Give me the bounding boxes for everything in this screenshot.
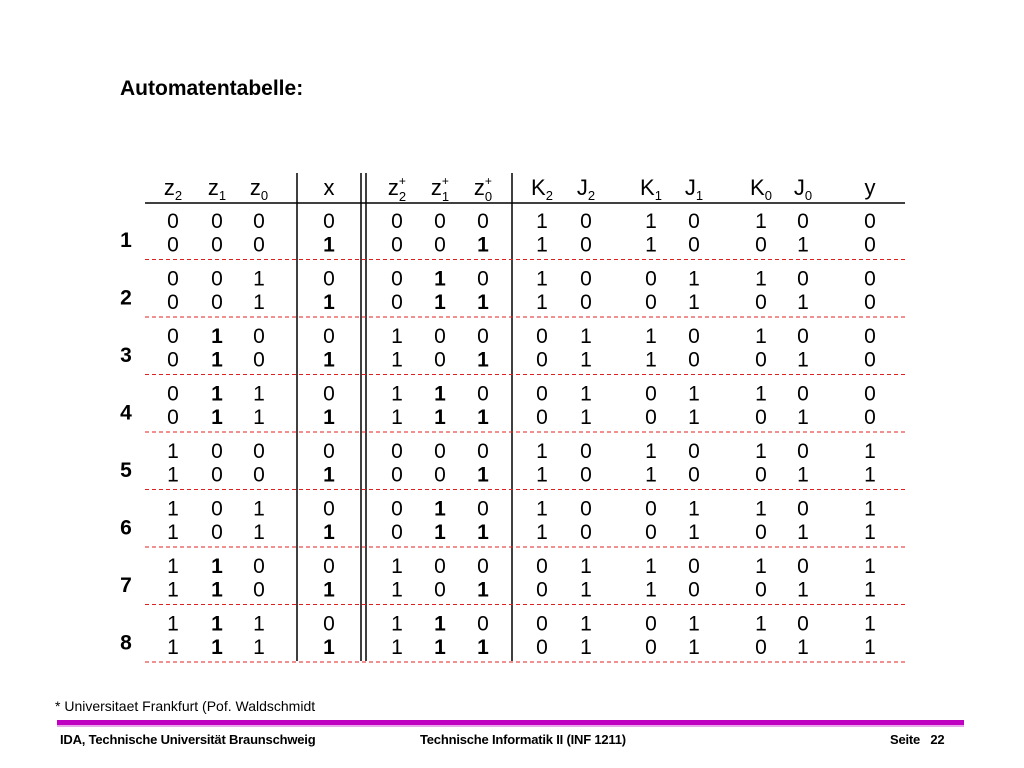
table-cell: 0 <box>323 555 335 578</box>
table-cell: 0 <box>434 440 446 463</box>
table-cell: 1 <box>167 612 179 636</box>
table-cell: 1 <box>391 555 403 578</box>
table-cell: 1 <box>536 497 548 521</box>
table-cell: 0 <box>253 463 265 487</box>
group-label: 8 <box>120 631 132 655</box>
table-cell: 0 <box>755 406 767 429</box>
footer-divider-shadow <box>57 725 964 727</box>
table-cell: 0 <box>211 497 223 521</box>
table-cell: 0 <box>688 555 700 578</box>
table-cell: 0 <box>864 291 876 314</box>
table-cell: 0 <box>688 233 700 257</box>
table-cell: 1 <box>323 291 335 314</box>
table-cell: 1 <box>477 636 489 659</box>
table-cell: 0 <box>864 348 876 372</box>
table-cell: 0 <box>536 348 548 372</box>
table-cell: 1 <box>688 267 700 291</box>
table-cell: 0 <box>645 612 657 636</box>
table-cell: 1 <box>688 521 700 544</box>
table-cell: 1 <box>755 555 767 578</box>
table-cell: 1 <box>253 521 265 544</box>
table-cell: 1 <box>688 497 700 521</box>
table-cell: 0 <box>167 382 179 406</box>
table-cell: 0 <box>536 555 548 578</box>
table-cell: 0 <box>797 497 809 521</box>
table-cell: 0 <box>434 233 446 257</box>
table-cell: 1 <box>434 612 446 636</box>
table-cell: 1 <box>580 636 592 659</box>
table-cell: 0 <box>434 210 446 233</box>
table-cell: 0 <box>477 612 489 636</box>
table-cell: 1 <box>688 612 700 636</box>
table-cell: 1 <box>477 348 489 372</box>
table-cell: 0 <box>688 325 700 348</box>
table-cell: 1 <box>645 233 657 257</box>
table-cell: 0 <box>645 382 657 406</box>
table-cell: 1 <box>477 463 489 487</box>
table-cell: 0 <box>797 555 809 578</box>
table-cell: 0 <box>797 382 809 406</box>
table-cell: 0 <box>323 210 335 233</box>
table-cell: 1 <box>797 463 809 487</box>
table-cell: 0 <box>580 291 592 314</box>
table-cell: 1 <box>580 555 592 578</box>
table-cell: 0 <box>477 267 489 291</box>
table-cell: 0 <box>391 463 403 487</box>
table-cell: 1 <box>211 612 223 636</box>
table-cell: 1 <box>797 406 809 429</box>
table-cell: 0 <box>477 440 489 463</box>
table-cell: 1 <box>755 325 767 348</box>
table-cell: 1 <box>211 406 223 429</box>
header-cell: x <box>323 175 335 200</box>
table-cell: 0 <box>645 636 657 659</box>
table-cell: 0 <box>580 521 592 544</box>
table-cell: 0 <box>323 267 335 291</box>
table-cell: 0 <box>253 325 265 348</box>
table-cell: 0 <box>323 497 335 521</box>
table-cell: 0 <box>864 406 876 429</box>
table-cell: 1 <box>536 267 548 291</box>
table-cell: 1 <box>755 440 767 463</box>
table-cell: 1 <box>253 612 265 636</box>
table-cell: 1 <box>536 233 548 257</box>
header-cell: $K_2$ <box>531 175 553 203</box>
page-title: Automatentabelle: <box>120 77 304 100</box>
table-cell: 1 <box>434 406 446 429</box>
table-cell: 1 <box>323 521 335 544</box>
table-cell: 1 <box>797 636 809 659</box>
table-cell: 1 <box>434 267 446 291</box>
table-cell: 1 <box>323 348 335 372</box>
table-cell: 0 <box>253 233 265 257</box>
table-cell: 1 <box>536 463 548 487</box>
table-cell: 0 <box>645 521 657 544</box>
header-cell: z+ 1 <box>430 174 450 204</box>
table-cell: 1 <box>864 463 876 487</box>
table-cell: 1 <box>391 382 403 406</box>
table-cell: 1 <box>580 406 592 429</box>
header-cell: z+ 2 <box>387 174 407 204</box>
table-cell: 0 <box>167 233 179 257</box>
table-cell: 1 <box>580 578 592 602</box>
header-cell: $z_2$ <box>163 175 183 203</box>
table-cell: 1 <box>536 210 548 233</box>
table-cell: 0 <box>688 463 700 487</box>
table-cell: 1 <box>434 291 446 314</box>
table-cell: 0 <box>391 233 403 257</box>
table-cell: 1 <box>645 555 657 578</box>
table-cell: 0 <box>864 233 876 257</box>
table-cell: 0 <box>167 325 179 348</box>
table-cell: 0 <box>536 636 548 659</box>
table-cell: 0 <box>391 210 403 233</box>
table-cell: 0 <box>536 578 548 602</box>
group-label: 6 <box>120 516 132 540</box>
table-cell: 0 <box>323 612 335 636</box>
table-cell: 1 <box>167 555 179 578</box>
group-label: 1 <box>120 229 132 252</box>
table-cell: 0 <box>253 210 265 233</box>
table-cell: 0 <box>797 267 809 291</box>
table-cell: 0 <box>434 578 446 602</box>
table-cell: 0 <box>645 267 657 291</box>
table-cell: 1 <box>434 636 446 659</box>
table-cell: 1 <box>477 406 489 429</box>
table-cell: 1 <box>755 497 767 521</box>
table-cell: 1 <box>477 578 489 602</box>
table-cell: 1 <box>645 463 657 487</box>
table-cell: 1 <box>755 382 767 406</box>
table-cell: 1 <box>688 636 700 659</box>
table-cell: 1 <box>211 636 223 659</box>
table-cell: 1 <box>211 382 223 406</box>
table-cell: 1 <box>253 267 265 291</box>
table-cell: 0 <box>580 210 592 233</box>
table-cell: 1 <box>434 382 446 406</box>
table-cell: 1 <box>797 233 809 257</box>
table-cell: 1 <box>323 233 335 257</box>
table-cell: 0 <box>391 497 403 521</box>
table-cell: 0 <box>167 348 179 372</box>
table-cell: 1 <box>645 210 657 233</box>
table-cell: 1 <box>477 521 489 544</box>
table-cell: 0 <box>477 555 489 578</box>
table-cell: 0 <box>864 267 876 291</box>
footer-page <box>890 732 944 747</box>
table-cell: 0 <box>434 325 446 348</box>
table-cell: 1 <box>645 440 657 463</box>
group-label: 2 <box>120 286 132 310</box>
table-cell: 0 <box>864 210 876 233</box>
table-cell: 0 <box>580 497 592 521</box>
footer-page-number: 22 <box>930 732 945 747</box>
table-cell: 1 <box>253 636 265 659</box>
table-cell: 0 <box>211 267 223 291</box>
table-cell: 0 <box>434 348 446 372</box>
footnote: * Universitaet Frankfurt (Pof. Waldschmidt <box>55 698 316 714</box>
table-cell: 1 <box>391 612 403 636</box>
table-cell: 0 <box>211 463 223 487</box>
header-cell: $K_0$ <box>750 175 772 203</box>
table-cell: 1 <box>323 636 335 659</box>
table-cell: 1 <box>167 463 179 487</box>
table-cell: 0 <box>391 267 403 291</box>
table-cell: 1 <box>253 291 265 314</box>
table-cell: 1 <box>645 578 657 602</box>
table-cell: 1 <box>323 578 335 602</box>
table-cell: 1 <box>477 233 489 257</box>
table-cell: 0 <box>580 440 592 463</box>
table-cell: 0 <box>580 233 592 257</box>
table-cell: 1 <box>645 348 657 372</box>
table-cell: 0 <box>323 440 335 463</box>
group-label: 4 <box>120 401 132 425</box>
footer-course: Technische Informatik II (INF 1211) <box>420 732 626 747</box>
header-cell: $J_1$ <box>684 175 704 203</box>
table-cell: 1 <box>536 440 548 463</box>
footer-institution: IDA, Technische Universität Braunschweig <box>60 732 316 747</box>
table-cell: 1 <box>864 555 876 578</box>
table-cell: 0 <box>391 291 403 314</box>
table-cell: 1 <box>391 348 403 372</box>
table-cell: 1 <box>167 440 179 463</box>
table-cell: 0 <box>536 612 548 636</box>
table-cell: 1 <box>434 497 446 521</box>
table-cell: 0 <box>755 291 767 314</box>
table-cell: 0 <box>253 348 265 372</box>
table-cell: 0 <box>688 440 700 463</box>
table-cell: 1 <box>580 325 592 348</box>
table-cell: 0 <box>755 636 767 659</box>
table-cell: 0 <box>253 578 265 602</box>
table-cell: 1 <box>688 406 700 429</box>
group-label: 3 <box>120 344 132 367</box>
table-cell: 1 <box>167 578 179 602</box>
table-cell: 1 <box>323 463 335 487</box>
table-cell: 1 <box>797 521 809 544</box>
table-cell: 1 <box>536 291 548 314</box>
table-cell: 0 <box>536 382 548 406</box>
table-cell: 1 <box>755 210 767 233</box>
table-cell: 1 <box>391 325 403 348</box>
table-cell: 1 <box>580 612 592 636</box>
header-cell: $z_0$ <box>249 175 269 203</box>
table-cell: 1 <box>211 578 223 602</box>
table-cell: 0 <box>797 612 809 636</box>
table-cell: 0 <box>477 497 489 521</box>
table-cell: 0 <box>688 210 700 233</box>
table-cell: 0 <box>211 210 223 233</box>
table-cell: 1 <box>755 612 767 636</box>
table-cell: 1 <box>391 406 403 429</box>
group-label: 5 <box>120 459 132 482</box>
table-cell: 0 <box>434 555 446 578</box>
table-cell: 0 <box>211 291 223 314</box>
table-cell: 0 <box>167 267 179 291</box>
table-cell: 1 <box>864 497 876 521</box>
footer-page-label: Seite <box>890 732 921 747</box>
table-cell: 0 <box>797 210 809 233</box>
table-cell: 0 <box>167 291 179 314</box>
table-cell: 0 <box>434 463 446 487</box>
table-cell: 0 <box>864 325 876 348</box>
table-cell: 1 <box>797 578 809 602</box>
table-cell: 0 <box>645 291 657 314</box>
table-cell: 1 <box>797 291 809 314</box>
table-cell: 0 <box>477 325 489 348</box>
table-cell: 1 <box>253 382 265 406</box>
table-cell: 0 <box>755 521 767 544</box>
table-cell: 0 <box>755 578 767 602</box>
table-cell: 0 <box>645 406 657 429</box>
table-cell: 1 <box>864 578 876 602</box>
table-cell: 1 <box>253 497 265 521</box>
table-cell: 0 <box>253 440 265 463</box>
table-cell: 0 <box>755 463 767 487</box>
table-cell: 0 <box>323 325 335 348</box>
table-cell: 0 <box>477 210 489 233</box>
table-cell: 0 <box>580 267 592 291</box>
table-cell: 0 <box>797 325 809 348</box>
table-cell: 1 <box>864 636 876 659</box>
header-cell: $J_2$ <box>576 175 596 203</box>
table-cell: 0 <box>797 440 809 463</box>
table-cell: 0 <box>323 382 335 406</box>
table-cell: 1 <box>167 497 179 521</box>
table-cell: 0 <box>167 210 179 233</box>
table-cell: 1 <box>864 440 876 463</box>
table-cell: 1 <box>645 325 657 348</box>
table-cell: 1 <box>167 636 179 659</box>
table-cell: 1 <box>211 348 223 372</box>
table-cell: 1 <box>580 348 592 372</box>
table-cell: 1 <box>211 555 223 578</box>
table-cell: 1 <box>797 348 809 372</box>
header-cell: z+ 0 <box>473 174 493 204</box>
table-cell: 1 <box>536 521 548 544</box>
table-cell: 0 <box>688 348 700 372</box>
table-cell: 0 <box>536 406 548 429</box>
table-cell: 1 <box>391 636 403 659</box>
group-label: 7 <box>120 574 132 597</box>
table-cell: 0 <box>580 463 592 487</box>
header-cell: $z_1$ <box>207 175 227 203</box>
table-cell: 0 <box>391 440 403 463</box>
table-cell: 1 <box>167 521 179 544</box>
header-cell: y <box>864 175 876 200</box>
table-cell: 1 <box>864 612 876 636</box>
table-cell: 0 <box>211 440 223 463</box>
table-cell: 0 <box>391 521 403 544</box>
table-cell: 1 <box>580 382 592 406</box>
table-cell: 1 <box>211 325 223 348</box>
table-cell: 0 <box>755 233 767 257</box>
table-cell: 0 <box>253 555 265 578</box>
table-cell: 0 <box>688 578 700 602</box>
header-cell: $K_1$ <box>640 175 662 203</box>
table-cell: 0 <box>167 406 179 429</box>
table-cell: 0 <box>211 521 223 544</box>
table-cell: 0 <box>477 382 489 406</box>
table-cell: 1 <box>688 291 700 314</box>
header-cell: $J_0$ <box>793 175 813 203</box>
table-cell: 1 <box>434 521 446 544</box>
table-cell: 0 <box>864 382 876 406</box>
table-cell: 1 <box>391 578 403 602</box>
table-cell: 1 <box>477 291 489 314</box>
table-cell: 0 <box>645 497 657 521</box>
table-cell: 1 <box>864 521 876 544</box>
table-cell: 1 <box>688 382 700 406</box>
table-cell: 0 <box>755 348 767 372</box>
table-cell: 0 <box>211 233 223 257</box>
table-cell: 1 <box>323 406 335 429</box>
table-cell: 1 <box>755 267 767 291</box>
table-cell: 1 <box>253 406 265 429</box>
table-cell: 0 <box>536 325 548 348</box>
